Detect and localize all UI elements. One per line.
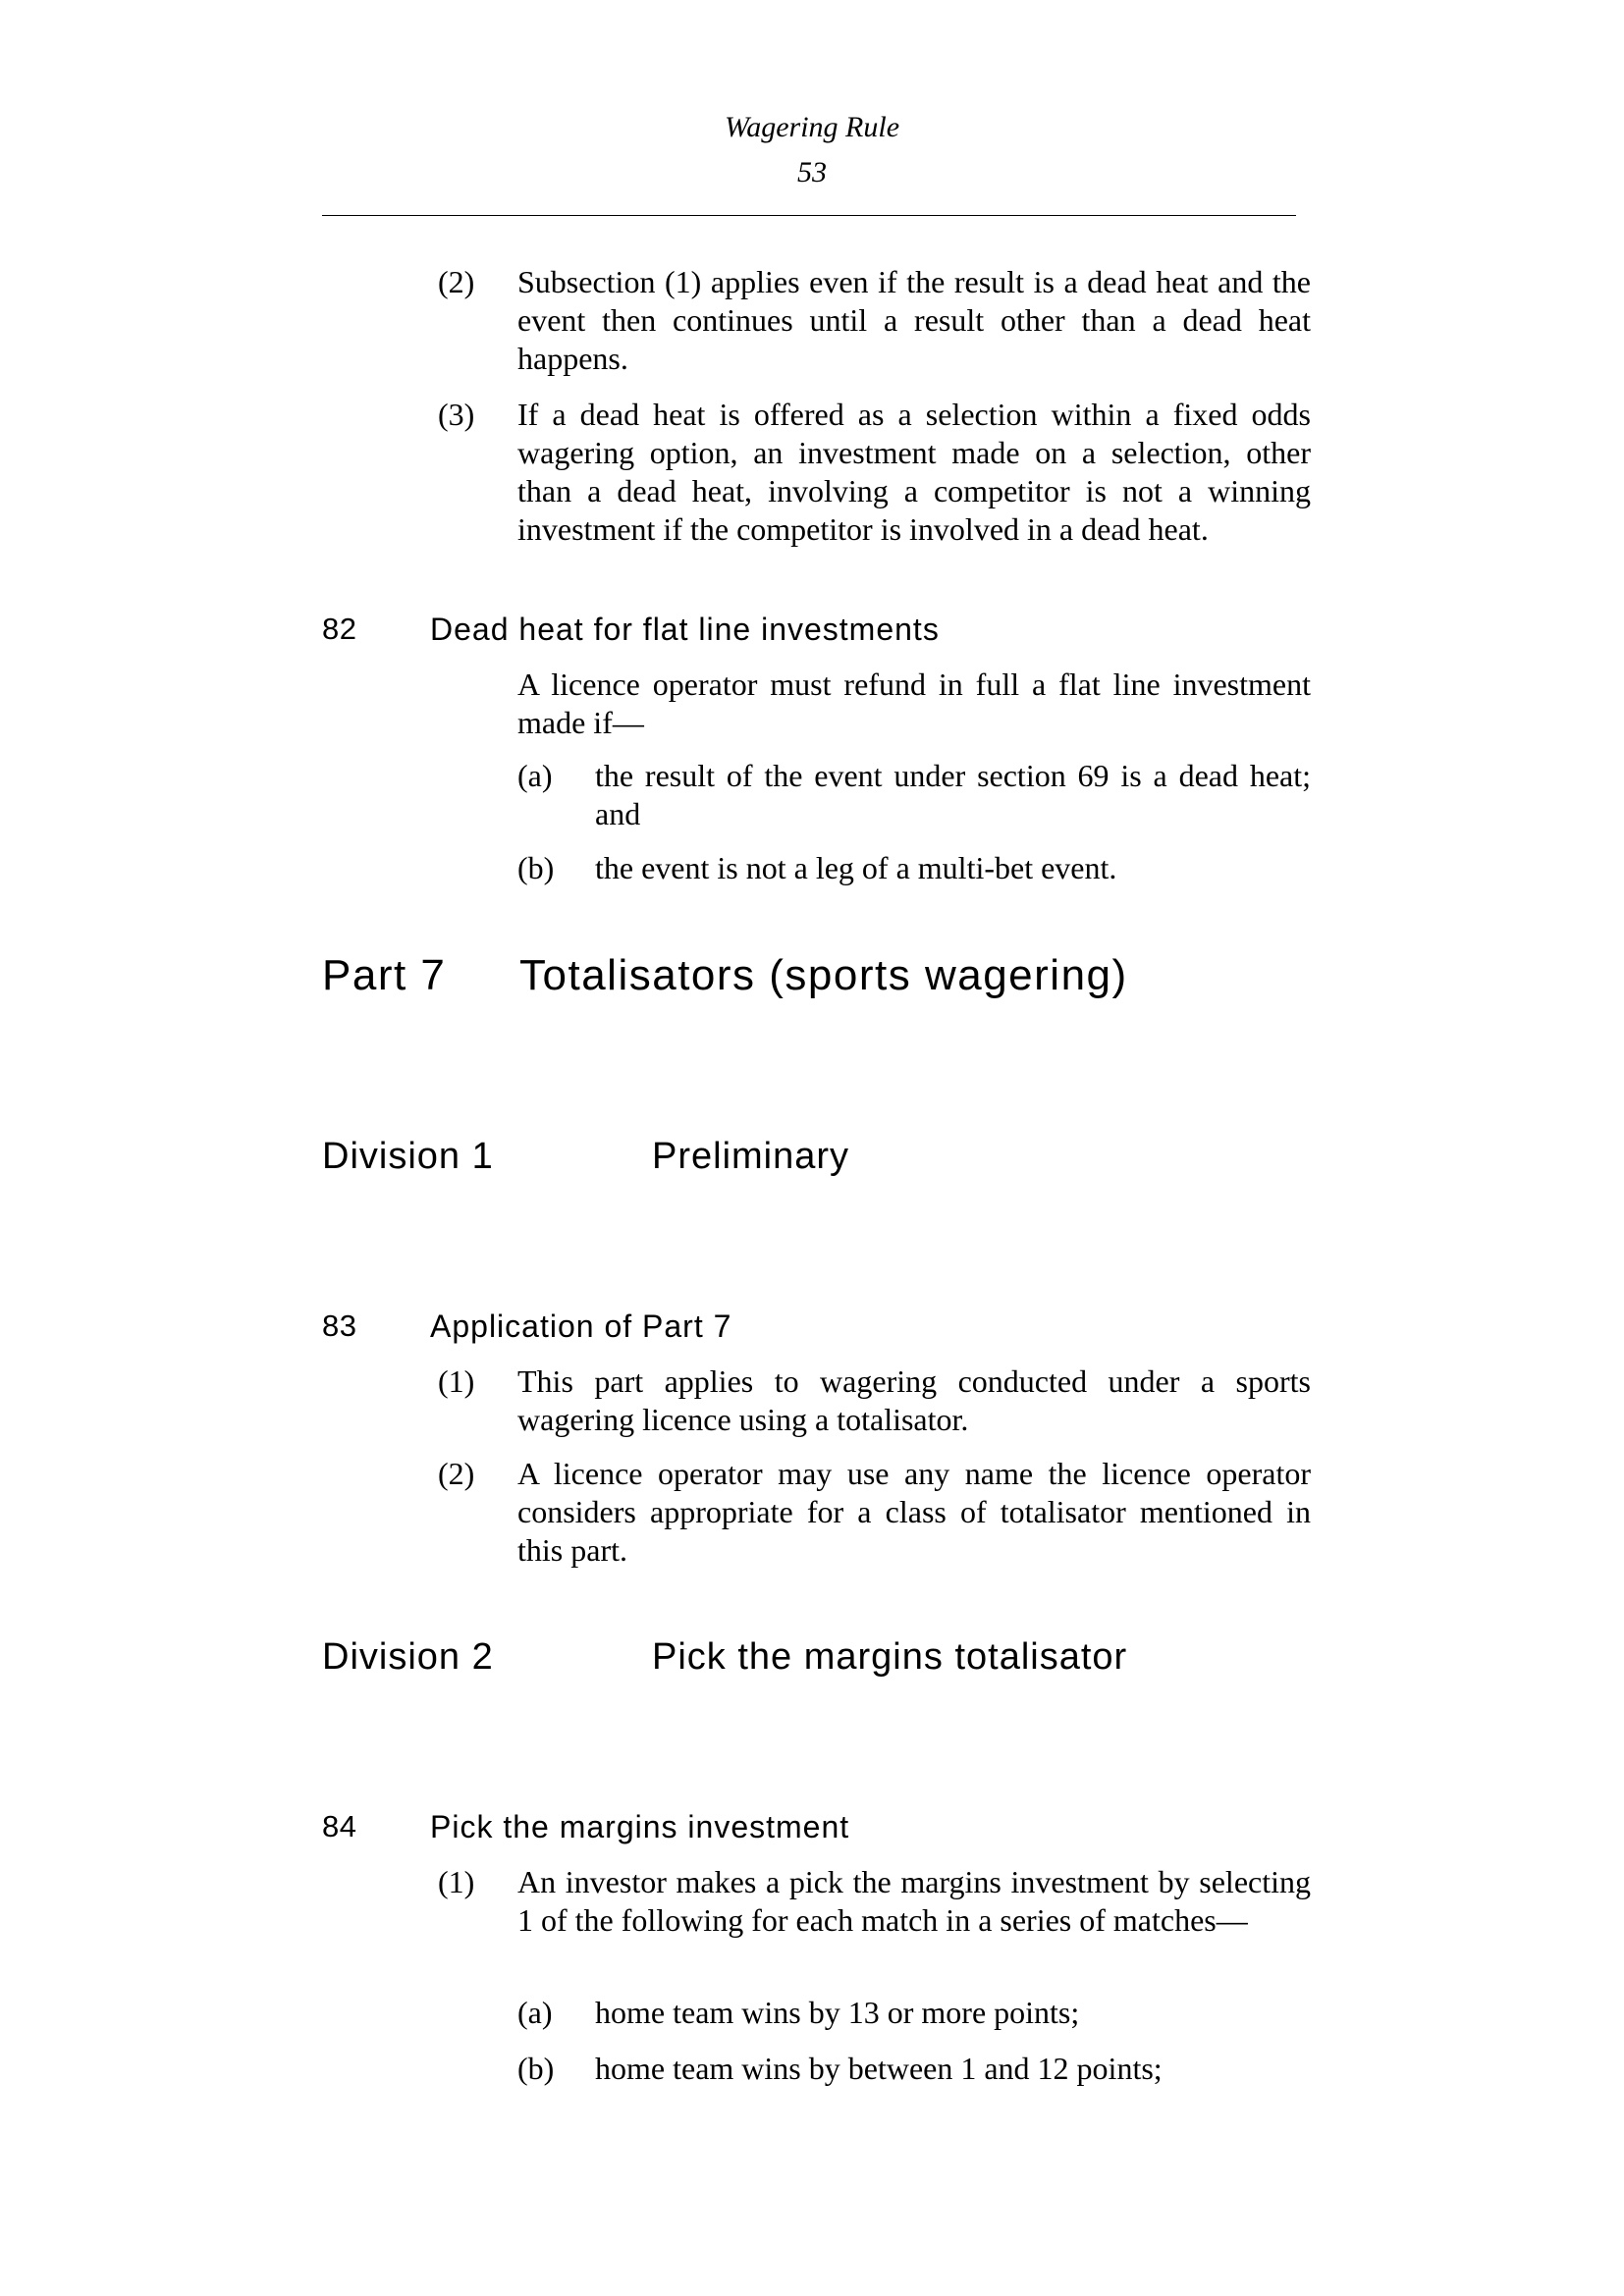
part-title: Totalisators (sports wagering) [519,951,1128,999]
paragraph-text: the result of the event under section 69 is a dead heat; and [595,758,1311,831]
subsection-text: This part applies to wagering conducted under a sports wagering licence using a totalisator. [517,1363,1311,1437]
paragraph-letter: (b) [517,850,555,885]
division-label: Division 2 [322,1636,494,1678]
header-divider [322,215,1296,216]
division-title: Preliminary [652,1136,850,1177]
section-number: 82 [322,612,357,646]
subsection-text: An investor makes a pick the margins investment by selecting 1 of the following for each match in a series of matches— [517,1864,1311,1938]
page-number: 53 [797,156,827,188]
subsection-number: (2) [438,1456,475,1491]
paragraph-letter: (a) [517,1995,553,2030]
paragraph-letter: (a) [517,758,553,793]
section-heading: Application of Part 7 [430,1308,732,1344]
subsection-text: Subsection (1) applies even if the result is a dead heat and the event then continues until a result other than a dead heat happens. [517,264,1311,376]
subsection-number: (2) [438,264,475,299]
paragraph-text: home team wins by between 1 and 12 points; [595,2051,1163,2086]
section-number: 84 [322,1809,357,1843]
running-header-title: Wagering Rule [724,111,900,143]
section-heading: Dead heat for flat line investments [430,612,940,647]
subsection-number: (1) [438,1363,475,1399]
division-title: Pick the margins totalisator [652,1636,1128,1678]
subsection-number: (1) [438,1864,475,1899]
subsection-text: A licence operator may use any name the licence operator considers appropriate for a class of totalisator mentioned in this part. [517,1456,1311,1568]
paragraph-letter: (b) [517,2051,555,2086]
section-number: 83 [322,1308,357,1343]
section-heading: Pick the margins investment [430,1809,850,1844]
section-intro-text: A licence operator must refund in full a flat line investment made if— [517,667,1311,740]
subsection-text: If a dead heat is offered as a selection within a fixed odds wagering option, an investment made on a selection, other than a dead heat, involving a competitor is not a winning investment if the competitor is involved in a dead heat. [517,397,1311,547]
subsection-number: (3) [438,397,475,432]
division-label: Division 1 [322,1136,494,1177]
paragraph-text: the event is not a leg of a multi-bet event. [595,850,1117,885]
part-label: Part 7 [322,951,447,999]
paragraph-text: home team wins by 13 or more points; [595,1995,1080,2030]
